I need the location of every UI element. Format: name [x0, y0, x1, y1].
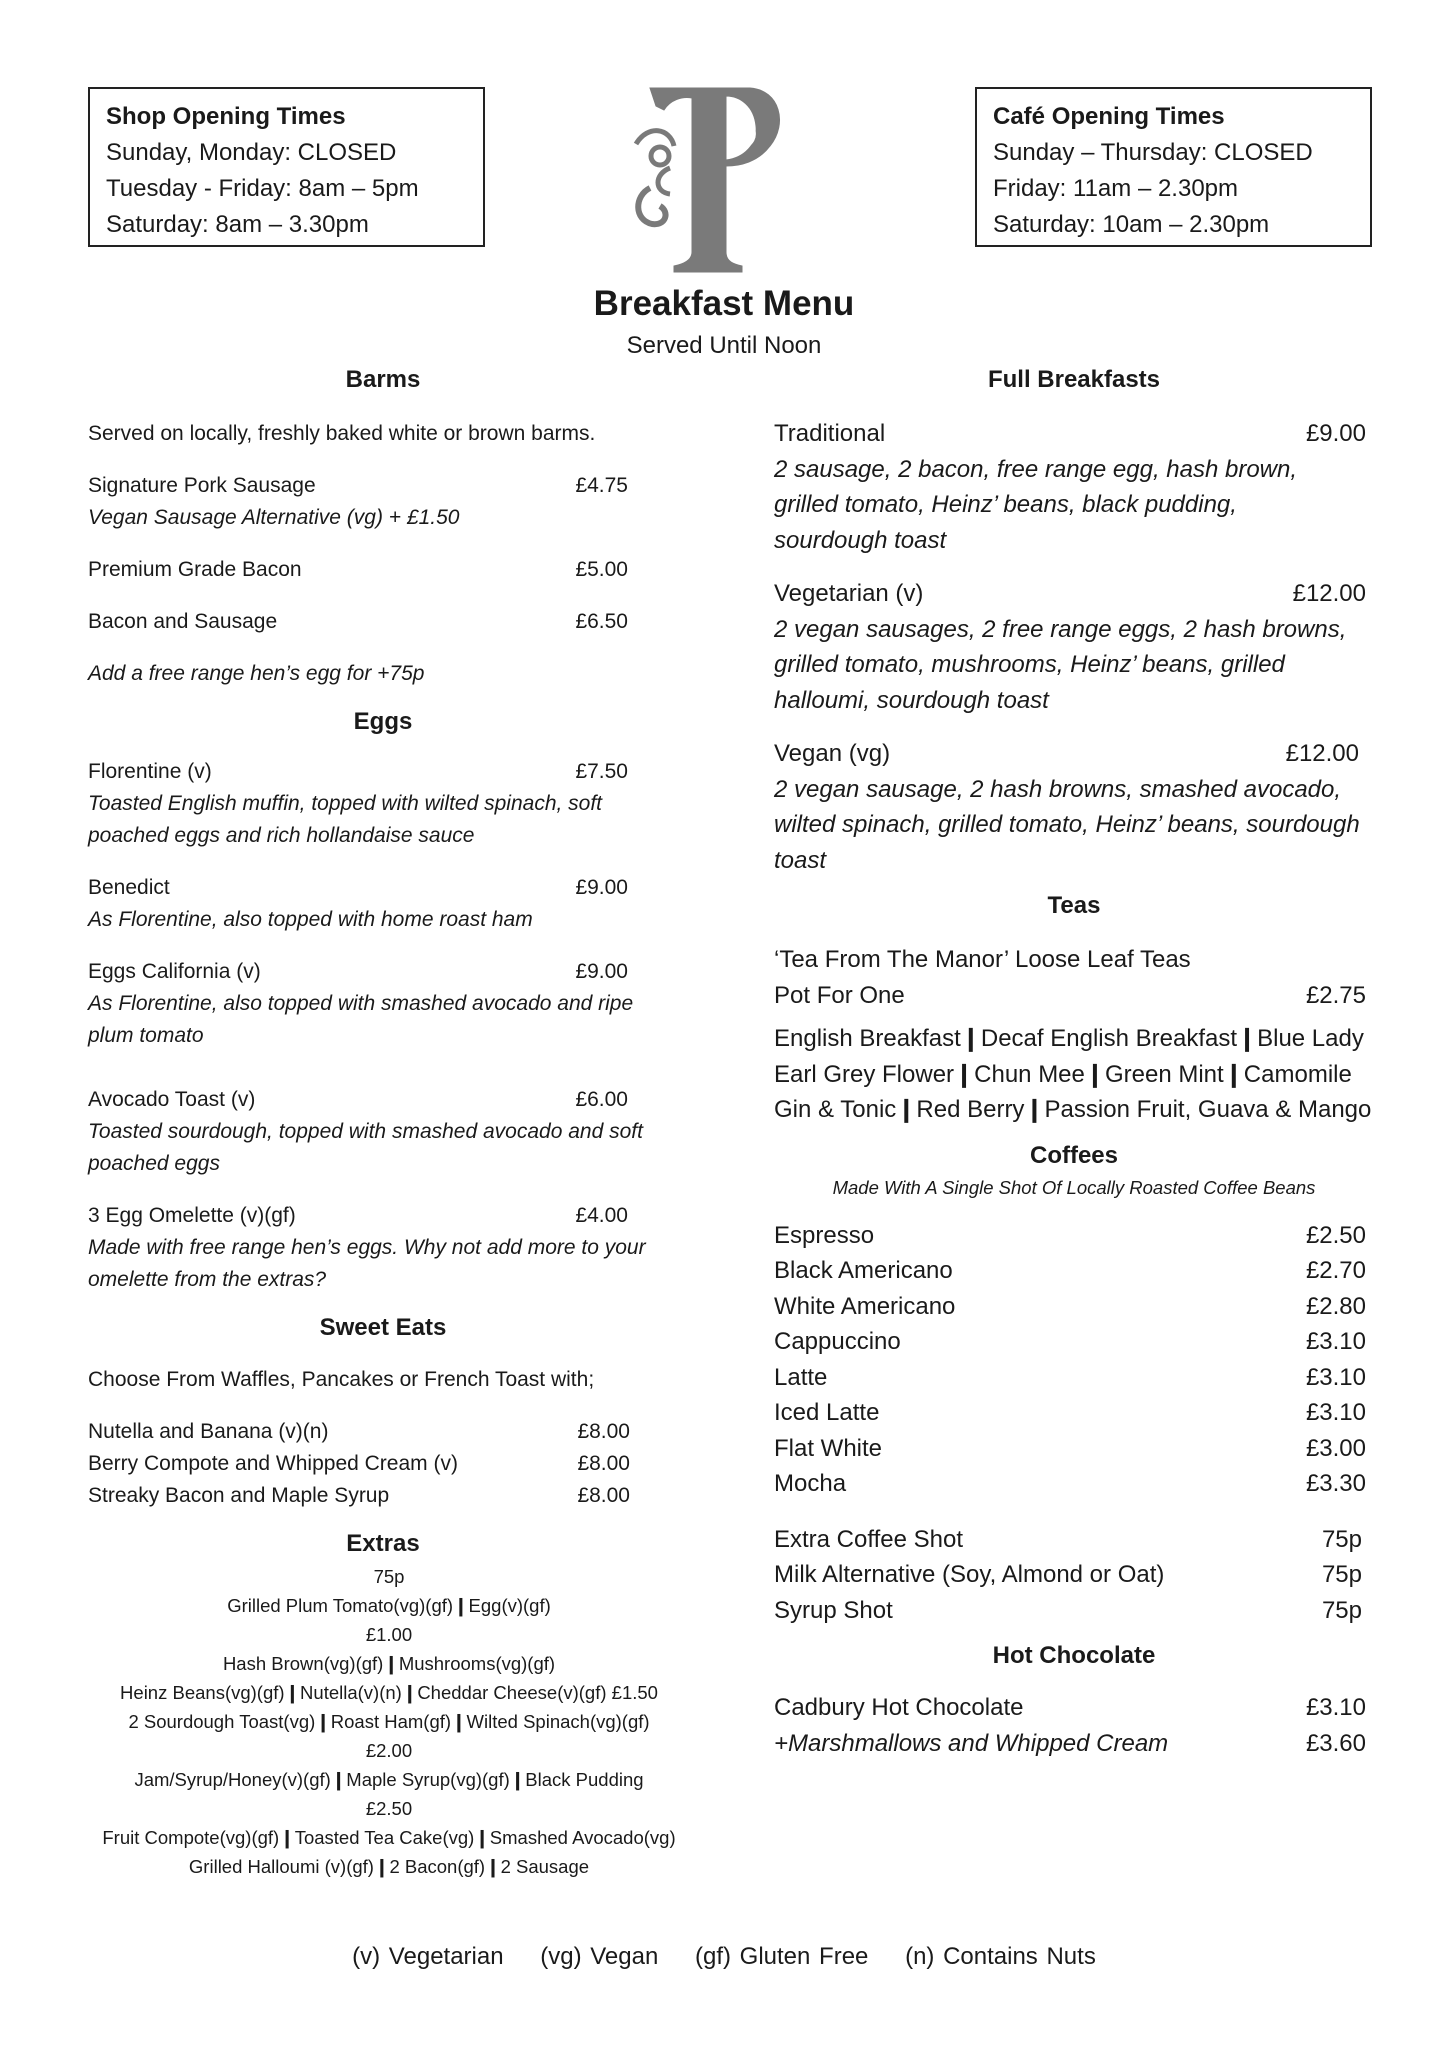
teas-heading: Teas: [1047, 892, 1101, 919]
legend-item: (v) Vegetarian: [352, 1943, 504, 1970]
full-breakfasts-section: [774, 362, 1374, 878]
menu-item: [774, 1522, 1362, 1558]
menu-item: [774, 736, 1374, 878]
extras-line: 2 Sourdough Toast(vg)❙Roast Ham(gf)❙Wilted Spinach(vg)(gf): [128, 1711, 650, 1732]
item-name: Iced Latte: [774, 1399, 880, 1426]
item-name: Milk Alternative (Soy, Almond or Oat): [774, 1561, 1165, 1588]
barms-heading: Barms: [345, 366, 421, 393]
item-price: £7.50: [575, 760, 628, 783]
menu-item: [88, 554, 628, 586]
item-price: 75p: [1321, 1561, 1362, 1588]
item-name: Espresso: [774, 1221, 875, 1249]
tea-varieties: [774, 1021, 1374, 1128]
extras-price-tier: £2.50: [365, 1798, 413, 1819]
shop-hours-line: Saturday: 8am – 3.30pm: [106, 211, 369, 238]
item-name: Benedict: [88, 876, 170, 899]
item-name: Vegan (vg): [774, 740, 891, 767]
item-price: £3.10: [1305, 1694, 1366, 1721]
extras-line: Heinz Beans(vg)(gf)❙Nutella(v)(n)❙Cheddar Cheese(v)(gf) £1.50: [120, 1682, 658, 1703]
barms-intro: Served on locally, freshly baked white or brown barms.: [88, 422, 596, 445]
legend-item: (vg) Vegan: [540, 1943, 659, 1970]
item-name: Streaky Bacon and Maple Syrup: [88, 1484, 390, 1507]
barms-footer: Add a free range hen’s egg for +75p: [88, 662, 425, 685]
item-price: £3.10: [1305, 1399, 1366, 1426]
item-note: Vegan Sausage Alternative (vg) + £1.50: [88, 506, 460, 529]
item-price: £9.00: [575, 960, 628, 983]
menu-item: [774, 1289, 1366, 1325]
item-price: £12.00: [1292, 580, 1366, 607]
teas-section: [774, 888, 1374, 1128]
cafe-opening-times: [975, 87, 1372, 247]
left-column: [88, 362, 688, 1881]
item-name: Berry Compote and Whipped Cream (v): [88, 1452, 458, 1475]
cafe-hours-line: Saturday: 10am – 2.30pm: [993, 211, 1270, 238]
item-name: Signature Pork Sausage: [88, 474, 316, 497]
hot-chocolate-heading: Hot Chocolate: [992, 1642, 1156, 1669]
item-name: Eggs California (v): [88, 960, 261, 983]
tea-variety-line: Earl Grey Flower❙Chun Mee❙Green Mint❙Camomile: [774, 1060, 1352, 1088]
menu-item: [88, 1200, 690, 1296]
menu-item: [774, 1557, 1362, 1593]
coffee-list: [774, 1218, 1366, 1502]
menu-item: [774, 1253, 1366, 1289]
item-price: 75p: [1321, 1525, 1362, 1553]
eggs-heading: Eggs: [353, 708, 413, 735]
item-name: Avocado Toast (v): [88, 1088, 256, 1111]
item-price: £8.00: [577, 1484, 630, 1507]
coffees-heading: Coffees: [1029, 1141, 1119, 1169]
full-breakfasts-heading: Full Breakfasts: [987, 366, 1161, 393]
shop-opening-times: [88, 87, 485, 247]
item-description: As Florentine, also topped with home roast ham: [88, 908, 533, 931]
item-name: Flat White: [774, 1434, 883, 1462]
sweet-eats-heading: Sweet Eats: [319, 1314, 447, 1341]
menu-item: [774, 1593, 1362, 1629]
item-name: Bacon and Sausage: [88, 610, 278, 633]
item-price: £8.00: [577, 1452, 630, 1475]
menu-item: [88, 1480, 630, 1512]
item-name: Traditional: [774, 420, 886, 447]
item-name: 3 Egg Omelette (v)(gf): [88, 1204, 296, 1227]
item-price: £2.75: [1305, 981, 1366, 1009]
sweet-eats-list: [88, 1416, 630, 1512]
menu-item: [88, 1416, 630, 1448]
item-price: £9.00: [575, 876, 628, 899]
menu-item: [774, 1360, 1366, 1396]
extras-line: Fruit Compote(vg)(gf)❙Toasted Tea Cake(vg)❙Smashed Avocado(vg): [102, 1827, 676, 1848]
item-price: £9.00: [1305, 420, 1366, 447]
item-description: As Florentine, also topped with smashed avocado and ripe plum tomato: [88, 992, 634, 1047]
item-description: Toasted English muffin, topped with wilted spinach, soft poached eggs and rich hollandaise sauce: [88, 792, 603, 847]
menu-item: [88, 1448, 630, 1480]
coffee-addons: [774, 1522, 1362, 1629]
right-column: [774, 362, 1374, 1761]
item-price: 75p: [1321, 1596, 1362, 1624]
item-name: Florentine (v): [88, 760, 212, 783]
item-description: Toasted sourdough, topped with smashed avocado and soft poached eggs: [88, 1120, 643, 1175]
extras-line: Grilled Plum Tomato(vg)(gf)❙Egg(v)(gf): [227, 1595, 551, 1616]
shop-hours-title: Shop Opening Times: [106, 103, 346, 130]
item-name: Cappuccino: [774, 1328, 901, 1355]
item-price: £6.00: [575, 1088, 628, 1111]
ornate-p-logo: [630, 84, 790, 274]
shop-hours-line: Tuesday - Friday: 8am – 5pm: [106, 175, 419, 202]
item-price: £3.10: [1305, 1328, 1366, 1355]
item-name: Syrup Shot: [774, 1596, 893, 1624]
coffees-section: [774, 1138, 1374, 1629]
extras-price-tier: 75p: [373, 1566, 405, 1587]
cafe-hours-title: Café Opening Times: [993, 103, 1225, 130]
menu-item: [774, 1218, 1366, 1254]
menu-item: [88, 756, 690, 852]
hot-chocolate-section: [774, 1638, 1374, 1761]
item-price: £2.80: [1305, 1292, 1366, 1320]
tea-variety-line: English Breakfast❙Decaf English Breakfast❙Blue Lady: [774, 1025, 1364, 1052]
item-name: Nutella and Banana (v)(n): [88, 1420, 329, 1443]
item-price: £4.75: [575, 474, 628, 497]
item-price: £4.00: [575, 1204, 628, 1227]
cafe-hours-line: Sunday – Thursday: CLOSED: [993, 139, 1313, 166]
menu-item: [774, 416, 1374, 558]
item-price: £12.00: [1285, 740, 1359, 767]
item-description: 2 vegan sausages, 2 free range eggs, 2 hash browns, grilled tomato, mushrooms, Heinz’ beans, grilled halloumi, sourdough toast: [774, 615, 1347, 714]
menu-item: [88, 872, 690, 936]
sweet-eats-section: [88, 1310, 690, 1512]
menu-item: [88, 606, 628, 638]
menu-item: [774, 1431, 1366, 1467]
extras-line: Jam/Syrup/Honey(v)(gf)❙Maple Syrup(vg)(gf)❙Black Pudding: [134, 1769, 644, 1790]
extras-heading: Extras: [346, 1530, 420, 1557]
extras-line: Grilled Halloumi (v)(gf)❙2 Bacon(gf)❙2 Sausage: [188, 1856, 590, 1877]
extras-price-tier: £1.00: [365, 1624, 413, 1645]
extras-list: [88, 1562, 690, 1881]
menu-item: [774, 1324, 1366, 1360]
item-price: £6.50: [575, 610, 628, 633]
barms-section: [88, 362, 690, 690]
item-name: Premium Grade Bacon: [88, 558, 302, 581]
menu-title: Breakfast Menu: [593, 284, 855, 323]
item-name: Extra Coffee Shot: [774, 1525, 963, 1553]
item-price: £5.00: [575, 558, 628, 581]
item-description: Made with free range hen’s eggs. Why not add more to your omelette from the extras?: [88, 1236, 646, 1291]
item-name: Cadbury Hot Chocolate: [774, 1694, 1024, 1721]
item-name: Black Americano: [774, 1257, 953, 1284]
item-name: Pot For One: [774, 981, 905, 1009]
extras-line: Hash Brown(vg)(gf)❙Mushrooms(vg)(gf): [222, 1653, 556, 1674]
dietary-legend: [0, 1943, 1448, 1971]
legend-item: (n) Contains Nuts: [905, 1943, 1096, 1970]
menu-item: [774, 1690, 1366, 1726]
item-name: +Marshmallows and Whipped Cream: [774, 1729, 1169, 1757]
menu-item: [774, 978, 1366, 1014]
item-description: 2 sausage, 2 bacon, free range egg, hash brown, grilled tomato, Heinz’ beans, black pudding, sourdough toast: [774, 455, 1298, 554]
sweet-eats-intro: Choose From Waffles, Pancakes or French Toast with;: [88, 1368, 595, 1391]
item-price: £3.60: [1305, 1729, 1366, 1757]
item-price: £3.00: [1305, 1434, 1366, 1462]
tea-variety-line: Gin & Tonic❙Red Berry❙Passion Fruit, Guava & Mango: [774, 1096, 1372, 1123]
hot-chocolate-list: [774, 1690, 1366, 1761]
shop-hours-line: Sunday, Monday: CLOSED: [106, 139, 397, 166]
extras-section: [88, 1526, 690, 1881]
legend-item: (gf) Gluten Free: [695, 1943, 869, 1970]
item-price: £3.10: [1305, 1363, 1366, 1391]
cafe-hours-line: Friday: 11am – 2.30pm: [993, 175, 1239, 202]
eggs-section: [88, 704, 690, 1296]
menu-item: [88, 470, 628, 534]
item-price: £3.30: [1305, 1470, 1366, 1497]
menu-item: [774, 1466, 1366, 1502]
menu-item: [88, 956, 690, 1052]
menu-subtitle: Served Until Noon: [626, 332, 822, 359]
menu-item: [774, 1395, 1366, 1431]
item-name: White Americano: [774, 1292, 956, 1320]
menu-item: [774, 1726, 1366, 1762]
item-price: £2.50: [1305, 1221, 1366, 1249]
item-name: Vegetarian (v): [774, 580, 924, 607]
item-price: £2.70: [1305, 1257, 1366, 1284]
teas-intro: ‘Tea From The Manor’ Loose Leaf Teas: [774, 946, 1191, 973]
menu-item: [88, 1084, 690, 1180]
item-name: Mocha: [774, 1470, 847, 1497]
item-name: Latte: [774, 1363, 828, 1391]
item-price: £8.00: [577, 1420, 630, 1443]
menu-item: [774, 576, 1374, 718]
extras-price-tier: £2.00: [365, 1740, 413, 1761]
item-description: 2 vegan sausage, 2 hash browns, smashed avocado, wilted spinach, grilled tomato, Heinz’ beans, sourdough toast: [774, 775, 1360, 874]
coffees-subheading: Made With A Single Shot Of Locally Roasted Coffee Beans: [832, 1176, 1316, 1198]
